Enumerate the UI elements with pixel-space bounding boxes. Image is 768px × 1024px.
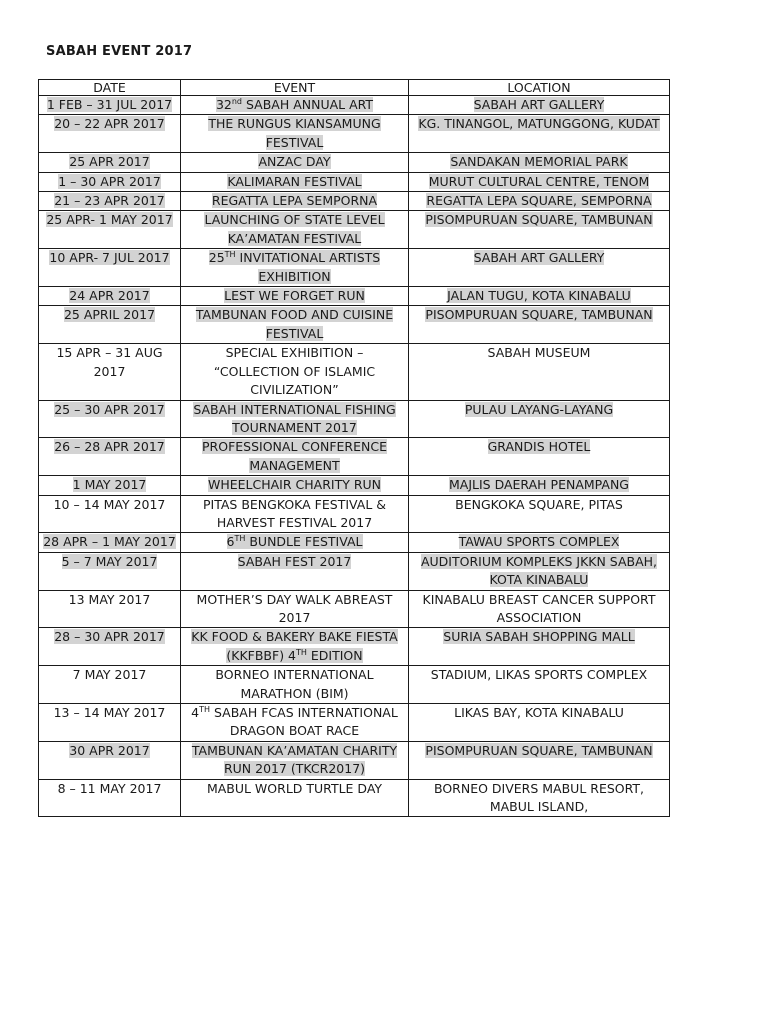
date-cell	[39, 666, 181, 704]
event-text-suffix: EDITION	[306, 647, 363, 663]
location-cell	[409, 344, 670, 400]
date-cell	[39, 96, 181, 115]
event-cell	[181, 96, 409, 115]
location-text: GRANDIS HOTEL	[487, 439, 591, 455]
location-text: PISOMPURUAN SQUARE, TAMBUNAN	[425, 212, 653, 228]
location-cell	[409, 115, 670, 153]
date-text: 1 FEB – 31 JUL 2017	[46, 97, 173, 112]
table-row	[39, 495, 670, 533]
event-text-wrap	[192, 743, 397, 776]
date-cell	[39, 590, 181, 628]
event-text-wrap	[238, 554, 352, 569]
table-row	[39, 533, 670, 552]
location-cell	[409, 287, 670, 306]
event-text: SABAH INTERNATIONAL FISHING TOURNAMENT 2017	[193, 401, 396, 435]
table-row	[39, 741, 670, 779]
location-text: PULAU LAYANG-LAYANG	[464, 401, 614, 417]
date-cell	[39, 438, 181, 476]
date-cell	[39, 628, 181, 666]
date-text: 10 APR- 7 JUL 2017	[49, 250, 170, 266]
date-cell	[39, 192, 181, 211]
date-cell	[39, 249, 181, 287]
table-row	[39, 779, 670, 817]
location-text: JALAN TUGU, KOTA KINABALU	[447, 288, 631, 304]
date-cell	[39, 779, 181, 817]
date-cell	[39, 211, 181, 249]
date-cell	[39, 306, 181, 344]
event-text: TAMBUNAN FOOD AND CUISINE FESTIVAL	[195, 307, 394, 341]
table-body	[39, 96, 670, 817]
date-text: 1 – 30 APR 2017	[58, 173, 161, 189]
location-text: SURIA SABAH SHOPPING MALL	[443, 629, 635, 645]
location-cell	[409, 495, 670, 533]
location-cell	[409, 153, 670, 172]
table-row	[39, 306, 670, 344]
date-cell	[39, 115, 181, 153]
event-cell	[181, 172, 409, 191]
column-header-event: EVENT	[181, 80, 409, 96]
date-text: 28 APR – 1 MAY 2017	[43, 534, 176, 550]
event-text: PROFESSIONAL CONFERENCE MANAGEMENT	[202, 439, 387, 473]
event-cell	[181, 476, 409, 495]
event-cell	[181, 115, 409, 153]
location-text: SANDAKAN MEMORIAL PARK	[450, 154, 628, 170]
table-row	[39, 153, 670, 172]
location-text: MURUT CULTURAL CENTRE, TENOM	[428, 173, 650, 189]
event-text: WHEELCHAIR CHARITY RUN	[207, 477, 382, 493]
date-text: 25 APR- 1 MAY 2017	[46, 212, 173, 228]
location-cell	[409, 400, 670, 438]
location-cell	[409, 533, 670, 552]
event-cell	[181, 306, 409, 344]
date-cell	[39, 400, 181, 438]
event-text-wrap	[214, 345, 375, 397]
table-row	[39, 192, 670, 211]
event-cell	[181, 704, 409, 742]
event-text: MABUL WORLD TURTLE DAY	[206, 780, 383, 796]
location-text: BORNEO DIVERS MABUL RESORT, MABUL ISLAND,	[433, 780, 645, 815]
event-text-wrap	[207, 781, 382, 796]
event-text-wrap	[208, 116, 380, 149]
event-cell	[181, 438, 409, 476]
event-text: THE RUNGUS KIANSAMUNG FESTIVAL	[208, 116, 381, 150]
event-text-wrap	[208, 477, 381, 492]
event-text: SABAH FEST 2017	[237, 553, 352, 569]
location-text: KG. TINANGOL, MATUNGGONG, KUDAT	[418, 116, 660, 132]
date-text: 25 APRIL 2017	[63, 307, 156, 323]
event-ordinal: 4	[191, 705, 200, 720]
event-ordinal: 32	[215, 97, 232, 112]
event-ordinal: 6	[226, 534, 235, 550]
table-row	[39, 628, 670, 666]
event-cell	[181, 344, 409, 400]
location-text: KINABALU BREAST CANCER SUPPORT ASSOCIATION	[422, 591, 656, 625]
event-ordinal-suffix: TH	[234, 534, 246, 544]
event-ordinal: 25	[208, 250, 225, 266]
date-text: 8 – 11 MAY 2017	[57, 780, 162, 796]
event-text: BUNDLE FESTIVAL	[249, 534, 363, 550]
date-text: 13 – 14 MAY 2017	[53, 705, 166, 720]
table-row	[39, 115, 670, 153]
date-cell	[39, 495, 181, 533]
date-cell	[39, 476, 181, 495]
event-text-wrap	[224, 288, 365, 303]
location-text: REGATTA LEPA SQUARE, SEMPORNA	[426, 193, 652, 209]
location-cell	[409, 96, 670, 115]
event-text: SPECIAL EXHIBITION – “COLLECTION OF ISLAMIC CIVILIZATION”	[213, 345, 376, 398]
column-header-date: DATE	[39, 80, 181, 96]
location-text: SABAH MUSEUM	[487, 345, 591, 361]
event-text-wrap	[215, 667, 373, 700]
table-row	[39, 249, 670, 287]
location-cell	[409, 306, 670, 344]
event-text-wrap	[227, 534, 363, 549]
event-ordinal-suffix: nd	[231, 96, 242, 106]
date-text: 7 MAY 2017	[72, 667, 147, 683]
event-text: LAUNCHING OF STATE LEVEL KA’AMATAN FESTIVAL	[204, 212, 385, 246]
location-cell	[409, 704, 670, 742]
location-text: TAWAU SPORTS COMPLEX	[458, 534, 620, 550]
location-text: AUDITORIUM KOMPLEKS JKKN SABAH, KOTA KINABALU	[420, 553, 658, 588]
event-cell	[181, 666, 409, 704]
event-text-wrap	[204, 212, 384, 245]
table-row	[39, 666, 670, 704]
event-text-wrap	[197, 592, 393, 625]
location-cell	[409, 590, 670, 628]
event-ordinal-suffix: TH	[296, 647, 307, 657]
date-text: 1 MAY 2017	[72, 477, 147, 493]
event-text-wrap	[209, 250, 380, 283]
date-text: 26 – 28 APR 2017	[54, 439, 165, 455]
location-cell	[409, 438, 670, 476]
event-cell	[181, 211, 409, 249]
event-cell	[181, 533, 409, 552]
event-text-wrap	[202, 439, 387, 472]
event-text-wrap	[196, 307, 393, 340]
location-cell	[409, 172, 670, 191]
location-text: SABAH ART GALLERY	[473, 250, 605, 266]
location-text: MAJLIS DAERAH PENAMPANG	[449, 477, 629, 493]
date-text: 28 – 30 APR 2017	[54, 629, 165, 645]
event-cell	[181, 741, 409, 779]
event-cell	[181, 590, 409, 628]
location-cell	[409, 476, 670, 495]
table-row	[39, 287, 670, 306]
table-header-row	[39, 80, 670, 96]
date-text: 25 APR 2017	[69, 154, 150, 170]
event-cell	[181, 628, 409, 666]
date-text: 21 – 23 APR 2017	[54, 193, 165, 209]
date-text: 30 APR 2017	[69, 742, 150, 758]
event-text-wrap	[191, 705, 398, 738]
table-row	[39, 590, 670, 628]
event-text-wrap	[193, 402, 395, 435]
event-cell	[181, 400, 409, 438]
event-text: KK FOOD & BAKERY BAKE FIESTA (KKFBBF) 4	[191, 629, 398, 663]
date-text: 15 APR – 31 AUG 2017	[56, 345, 163, 379]
column-header-location: LOCATION	[409, 80, 670, 96]
location-cell	[409, 552, 670, 590]
event-text-wrap	[212, 193, 377, 208]
event-text-wrap	[258, 154, 330, 169]
location-text: SABAH ART GALLERY	[473, 97, 605, 112]
event-cell	[181, 495, 409, 533]
event-text: TAMBUNAN KA’AMATAN CHARITY RUN 2017 (TKCR2017)	[191, 742, 398, 777]
event-text-wrap	[227, 174, 361, 189]
location-text: STADIUM, LIKAS SPORTS COMPLEX	[430, 667, 648, 683]
location-cell	[409, 192, 670, 211]
event-ordinal-suffix: TH	[224, 250, 236, 260]
event-cell	[181, 552, 409, 590]
date-cell	[39, 172, 181, 191]
location-cell	[409, 211, 670, 249]
event-ordinal-suffix: TH	[199, 704, 211, 714]
event-cell	[181, 192, 409, 211]
table-row	[39, 438, 670, 476]
location-text: PISOMPURUAN SQUARE, TAMBUNAN	[425, 742, 653, 758]
date-text: 24 APR 2017	[69, 288, 150, 304]
date-cell	[39, 552, 181, 590]
date-cell	[39, 533, 181, 552]
event-text: SABAH ANNUAL ART	[245, 97, 374, 112]
date-text: 10 – 14 MAY 2017	[53, 496, 166, 512]
event-text-wrap	[203, 497, 386, 530]
event-text: PITAS BENGKOKA FESTIVAL & HARVEST FESTIVAL 2017	[202, 496, 387, 530]
date-text: 25 – 30 APR 2017	[54, 401, 165, 417]
location-cell	[409, 741, 670, 779]
table-row	[39, 211, 670, 249]
table-row	[39, 552, 670, 590]
date-cell	[39, 704, 181, 742]
table-row	[39, 96, 670, 115]
date-cell	[39, 287, 181, 306]
page-title: SABAH EVENT 2017	[46, 44, 193, 59]
events-table	[38, 79, 670, 817]
event-text: BORNEO INTERNATIONAL MARATHON (BIM)	[215, 667, 374, 701]
event-cell	[181, 153, 409, 172]
location-cell	[409, 628, 670, 666]
date-cell	[39, 153, 181, 172]
location-cell	[409, 249, 670, 287]
table-row	[39, 172, 670, 191]
location-text: LIKAS BAY, KOTA KINABALU	[454, 705, 624, 720]
location-cell	[409, 666, 670, 704]
event-cell	[181, 287, 409, 306]
event-text: INVITATIONAL ARTISTS EXHIBITION	[239, 250, 381, 284]
table-row	[39, 704, 670, 742]
event-text-wrap	[216, 97, 373, 112]
table-row	[39, 476, 670, 495]
event-text: MOTHER’S DAY WALK ABREAST 2017	[196, 591, 393, 625]
date-cell	[39, 741, 181, 779]
date-text: 13 MAY 2017	[68, 591, 151, 607]
event-text: KALIMARAN FESTIVAL	[227, 173, 362, 189]
location-cell	[409, 779, 670, 817]
table-row	[39, 344, 670, 400]
event-text: REGATTA LEPA SEMPORNA	[211, 193, 378, 209]
event-cell	[181, 249, 409, 287]
event-text: SABAH FCAS INTERNATIONAL DRAGON BOAT RACE	[214, 705, 398, 739]
date-cell	[39, 344, 181, 400]
event-text: LEST WE FORGET RUN	[224, 288, 365, 304]
table-row	[39, 400, 670, 438]
date-text: 20 – 22 APR 2017	[54, 116, 165, 132]
event-cell	[181, 779, 409, 817]
location-text: BENGKOKA SQUARE, PITAS	[455, 496, 623, 512]
event-text: ANZAC DAY	[258, 154, 331, 170]
location-text: PISOMPURUAN SQUARE, TAMBUNAN	[425, 307, 653, 323]
date-text: 5 – 7 MAY 2017	[61, 553, 158, 569]
event-text-wrap	[191, 629, 397, 662]
